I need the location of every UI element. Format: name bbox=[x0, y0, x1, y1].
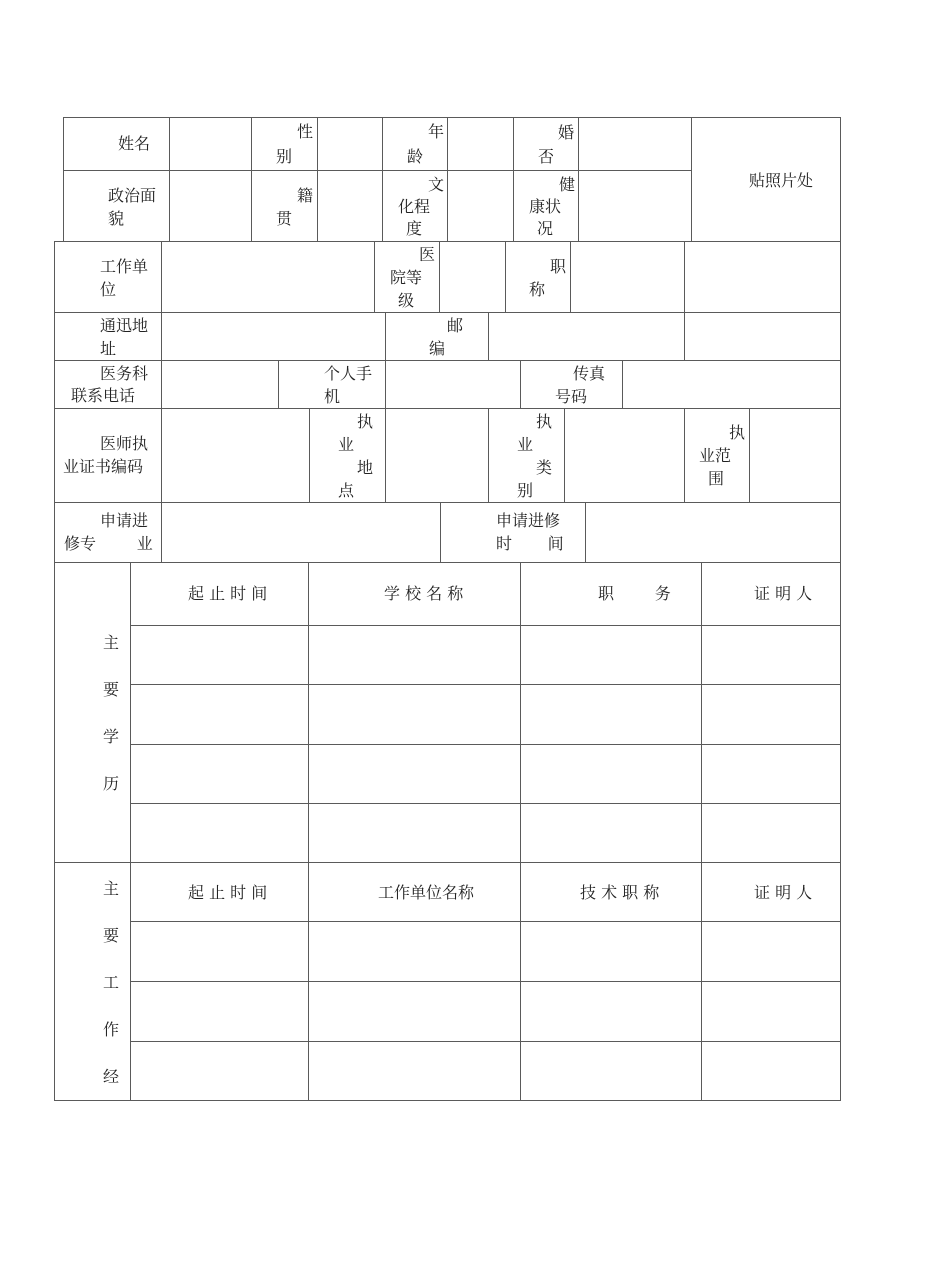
practice-scope-label-line1: 执 bbox=[729, 423, 746, 442]
gender-field[interactable] bbox=[317, 117, 383, 171]
dept-phone-label-line2: 联系电话 bbox=[71, 386, 136, 405]
edu-row-3-witness[interactable] bbox=[701, 744, 841, 804]
work-row-3-period[interactable] bbox=[130, 1041, 309, 1101]
work-section-label-char-5: 经 bbox=[103, 1067, 120, 1086]
edu-row-4-position[interactable] bbox=[520, 803, 702, 863]
edu-row-4-witness[interactable] bbox=[701, 803, 841, 863]
work-header-witness-text: 证 明 人 bbox=[754, 883, 813, 902]
practice-place-label-line2: 业 bbox=[338, 435, 355, 454]
dept-phone-field[interactable] bbox=[161, 360, 279, 409]
health-label-line3: 况 bbox=[537, 219, 554, 238]
education-section-label-cell bbox=[54, 562, 131, 863]
work-row-2-employer[interactable] bbox=[308, 981, 521, 1042]
edu-header-period-text: 起 止 时 间 bbox=[188, 584, 268, 603]
education-section-label-char-4: 历 bbox=[103, 774, 120, 793]
edu-row-2-school[interactable] bbox=[308, 684, 521, 745]
work-header-employer-text: 工作单位名称 bbox=[378, 883, 475, 902]
education-label-line3: 度 bbox=[406, 219, 423, 238]
political-label-line2: 貌 bbox=[108, 209, 125, 228]
name-field[interactable] bbox=[169, 117, 252, 171]
postcode-label-line2: 编 bbox=[429, 339, 446, 358]
work-row-1-employer[interactable] bbox=[308, 921, 521, 982]
work-row-1-period[interactable] bbox=[130, 921, 309, 982]
period-field[interactable] bbox=[585, 502, 841, 563]
dept-phone-label-line1: 医务科 bbox=[100, 364, 149, 383]
work-row-3-witness[interactable] bbox=[701, 1041, 841, 1101]
education-label-line2: 化程 bbox=[398, 197, 431, 216]
practice-type-label-line4: 别 bbox=[517, 481, 534, 500]
practice-place-label-line1: 执 bbox=[357, 412, 374, 431]
edu-row-3-position[interactable] bbox=[520, 744, 702, 804]
practice-type-label-line2: 业 bbox=[517, 435, 534, 454]
married-label-line2: 否 bbox=[538, 147, 555, 166]
title-label-line1: 职 bbox=[550, 257, 567, 276]
mobile-label-line1: 个人手 bbox=[324, 364, 373, 383]
edu-header-witness-text: 证 明 人 bbox=[754, 584, 813, 603]
gender-label-line2: 别 bbox=[276, 147, 293, 166]
license-field[interactable] bbox=[161, 408, 310, 503]
work-header-title-text: 技 术 职 称 bbox=[580, 883, 660, 902]
hospital-level-label-line2: 院等 bbox=[390, 268, 423, 287]
work-row-2-witness[interactable] bbox=[701, 981, 841, 1042]
fax-field[interactable] bbox=[622, 360, 841, 409]
edu-row-2-position[interactable] bbox=[520, 684, 702, 745]
photo-label: 贴照片处 bbox=[749, 171, 814, 190]
education-section-label-char-2: 要 bbox=[103, 680, 120, 699]
practice-place-field[interactable] bbox=[385, 408, 489, 503]
edu-row-2-period[interactable] bbox=[130, 684, 309, 745]
hospital-level-label-line3: 级 bbox=[398, 291, 415, 310]
practice-type-label-line3: 类 bbox=[536, 458, 553, 477]
edu-row-2-witness[interactable] bbox=[701, 684, 841, 745]
postcode-label-line1: 邮 bbox=[447, 316, 464, 335]
political-field[interactable] bbox=[169, 170, 252, 242]
education-section-label-char-1: 主 bbox=[103, 633, 120, 652]
address-label-line2: 址 bbox=[100, 339, 117, 358]
hospital-level-field[interactable] bbox=[439, 241, 506, 313]
license-label-line2: 业证书编码 bbox=[63, 457, 144, 476]
work-section-label-char-3: 工 bbox=[103, 973, 120, 992]
work-row-1-title[interactable] bbox=[520, 921, 702, 982]
practice-type-label-line1: 执 bbox=[536, 412, 553, 431]
edu-header-position-text: 职 务 bbox=[598, 584, 671, 603]
name-label: 姓名 bbox=[118, 134, 151, 153]
fax-label-line2: 号码 bbox=[555, 387, 588, 406]
work-header-period-text: 起 止 时 间 bbox=[188, 883, 268, 902]
major-label-line2: 修专 业 bbox=[64, 534, 153, 553]
education-section-label-char-3: 学 bbox=[103, 727, 120, 746]
age-field[interactable] bbox=[447, 117, 514, 171]
work-section-label-cell bbox=[54, 862, 131, 1101]
major-field[interactable] bbox=[161, 502, 441, 563]
workplace-field[interactable] bbox=[161, 241, 375, 313]
title-field[interactable] bbox=[570, 241, 685, 313]
health-label-line2: 康状 bbox=[529, 197, 562, 216]
edu-header-school-text: 学 校 名 称 bbox=[384, 584, 464, 603]
edu-row-1-school[interactable] bbox=[308, 625, 521, 685]
practice-scope-label-line2: 业范 bbox=[699, 446, 732, 465]
edu-row-1-period[interactable] bbox=[130, 625, 309, 685]
health-field[interactable] bbox=[578, 170, 692, 242]
workplace-label-line1: 工作单 bbox=[100, 257, 149, 276]
work-row-1-witness[interactable] bbox=[701, 921, 841, 982]
work-row-3-title[interactable] bbox=[520, 1041, 702, 1101]
row4-extra-cell[interactable] bbox=[684, 312, 841, 361]
edu-row-3-school[interactable] bbox=[308, 744, 521, 804]
education-field[interactable] bbox=[447, 170, 514, 242]
origin-label-line1: 籍 bbox=[297, 186, 314, 205]
practice-scope-field[interactable] bbox=[749, 408, 841, 503]
row3-extra-cell[interactable] bbox=[684, 241, 841, 313]
postcode-field[interactable] bbox=[488, 312, 685, 361]
political-label-line1: 政治面 bbox=[108, 186, 157, 205]
major-label-line1: 申请进 bbox=[100, 511, 149, 530]
address-label-line1: 通迅地 bbox=[100, 316, 149, 335]
work-section-label-char-4: 作 bbox=[103, 1020, 120, 1039]
work-row-2-title[interactable] bbox=[520, 981, 702, 1042]
mobile-label-line2: 机 bbox=[324, 387, 341, 406]
origin-field[interactable] bbox=[317, 170, 383, 242]
married-field[interactable] bbox=[578, 117, 692, 171]
license-label-line1: 医师执 bbox=[100, 434, 149, 453]
gender-label-line1: 性 bbox=[297, 122, 314, 141]
address-field[interactable] bbox=[161, 312, 386, 361]
practice-scope-label-line3: 围 bbox=[708, 469, 725, 488]
name-label-cell bbox=[63, 117, 170, 171]
fax-label-line1: 传真 bbox=[573, 364, 606, 383]
married-label-line1: 婚 bbox=[558, 123, 575, 142]
edu-row-4-period[interactable] bbox=[130, 803, 309, 863]
edu-row-3-period[interactable] bbox=[130, 744, 309, 804]
practice-place-label-line4: 点 bbox=[338, 481, 355, 500]
education-label-line1: 文 bbox=[428, 175, 445, 194]
work-row-2-period[interactable] bbox=[130, 981, 309, 1042]
work-section-label-char-2: 要 bbox=[103, 926, 120, 945]
work-row-3-employer[interactable] bbox=[308, 1041, 521, 1101]
mobile-field[interactable] bbox=[385, 360, 521, 409]
edu-row-4-school[interactable] bbox=[308, 803, 521, 863]
work-section-label-char-1: 主 bbox=[103, 879, 120, 898]
period-label-line2: 时 间 bbox=[496, 534, 564, 553]
age-label-line2: 龄 bbox=[407, 147, 424, 166]
practice-place-label-line3: 地 bbox=[357, 458, 374, 477]
health-label-line1: 健 bbox=[559, 175, 576, 194]
origin-label-line2: 贯 bbox=[276, 209, 293, 228]
edu-row-1-position[interactable] bbox=[520, 625, 702, 685]
hospital-level-label-line1: 医 bbox=[419, 245, 436, 264]
title-label-line2: 称 bbox=[529, 280, 546, 299]
period-label-line1: 申请进修 bbox=[496, 511, 561, 530]
workplace-label-line2: 位 bbox=[100, 280, 117, 299]
practice-type-field[interactable] bbox=[564, 408, 685, 503]
edu-row-1-witness[interactable] bbox=[701, 625, 841, 685]
age-label-line1: 年 bbox=[428, 122, 445, 141]
